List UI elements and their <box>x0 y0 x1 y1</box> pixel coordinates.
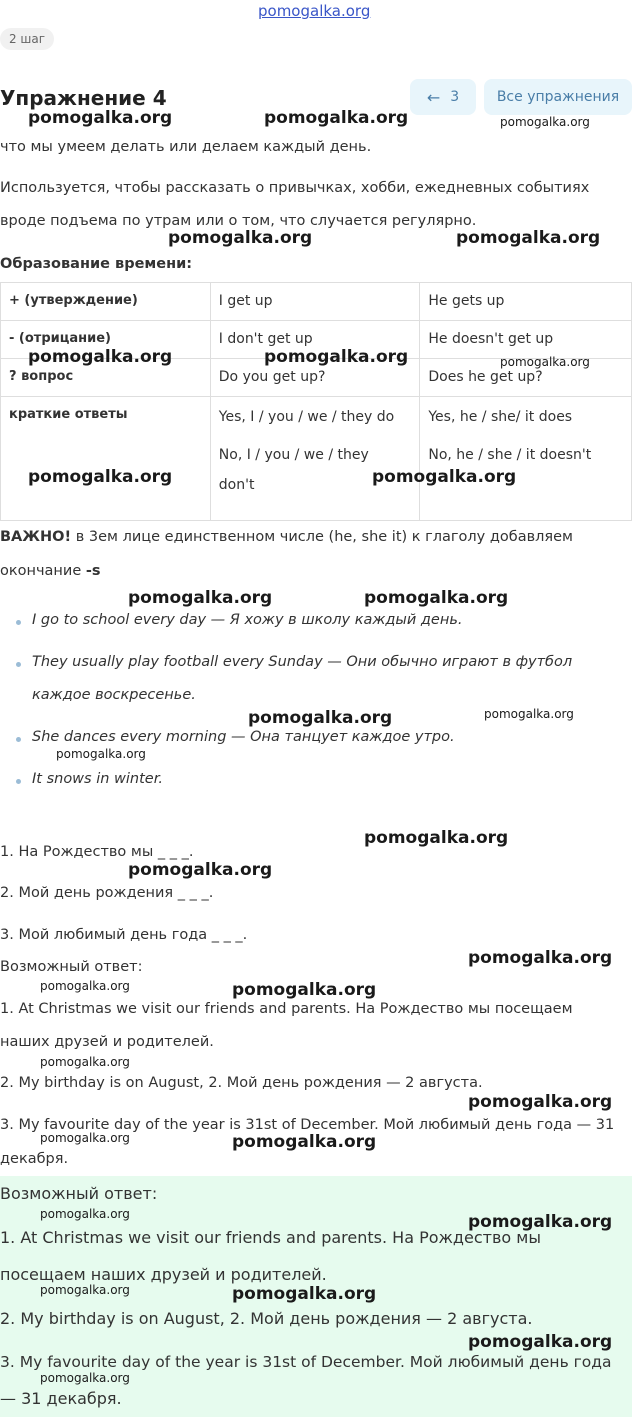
page-title: Упражнение 4 <box>0 86 167 110</box>
watermark: pomogalka.org <box>232 980 377 1000</box>
bullet-icon <box>16 779 21 784</box>
watermark: pomogalka.org <box>40 979 130 993</box>
watermark: pomogalka.org <box>28 467 173 487</box>
arrow-left-icon: ← <box>426 87 441 107</box>
watermark: pomogalka.org <box>40 1055 130 1069</box>
watermark: pomogalka.org <box>364 588 509 608</box>
table-cell: - (отрицание) <box>1 321 211 359</box>
table-cell: Do you get up? <box>210 359 420 397</box>
watermark: pomogalka.org <box>232 1132 377 1152</box>
watermark: pomogalka.org <box>468 948 613 968</box>
table-cell: Does he get up? <box>420 359 632 397</box>
list-item: It snows in winter. <box>32 771 163 787</box>
table-cell: краткие ответы <box>1 397 211 521</box>
table-cell <box>420 397 632 521</box>
list-item: каждое воскресенье. <box>32 687 196 703</box>
important-label: ВАЖНО! <box>0 529 72 545</box>
watermark: pomogalka.org <box>56 747 146 761</box>
watermark: pomogalka.org <box>28 347 173 367</box>
watermark: pomogalka.org <box>468 1092 613 1112</box>
site-link[interactable]: pomogalka.org <box>258 2 371 20</box>
task-1: 1. На Рождество мы _ _ _. <box>0 844 194 860</box>
short-no-he: No, he / she / it doesn't <box>428 447 592 463</box>
answer-box-1-line-2: посещаем наших друзей и родителей. <box>0 1265 327 1284</box>
watermark: pomogalka.org <box>128 860 273 880</box>
short-yes-he: Yes, he / she/ it does <box>428 409 573 425</box>
watermark: pomogalka.org <box>28 108 173 128</box>
bullet-icon <box>16 737 21 742</box>
watermark: pomogalka.org <box>40 1131 130 1145</box>
watermark: pomogalka.org <box>468 1332 613 1352</box>
formation-heading: Образование времени: <box>0 256 193 272</box>
table-cell: He gets up <box>420 283 632 321</box>
table-row <box>1 397 632 521</box>
answer-box-1-line-1: 1. At Christmas we visit our friends and parents. На Рождество мы <box>0 1228 541 1247</box>
important-note <box>0 529 573 545</box>
short-no-1: No, I / you / we / they <box>218 447 369 463</box>
watermark: pomogalka.org <box>500 115 590 129</box>
important-text-1: в 3ем лице единственном числе (he, she it) к глаголу добавляем <box>71 529 573 545</box>
answer-3-line-2: декабря. <box>0 1151 69 1167</box>
important-text-2: окончание <box>0 563 86 579</box>
all-exercises-label: Все упражнения <box>496 89 620 105</box>
watermark: pomogalka.org <box>264 108 409 128</box>
list-item: I go to school every day — Я хожу в школу каждый день. <box>32 612 463 628</box>
answer-heading: Возможный ответ: <box>0 959 143 975</box>
intro-line-1: что мы умеем делать или делаем каждый день. <box>0 139 372 155</box>
step-badge <box>0 28 54 50</box>
watermark: pomogalka.org <box>372 467 517 487</box>
short-yes: Yes, I / you / we / they do <box>218 409 395 425</box>
table-cell: ? вопрос <box>1 359 211 397</box>
watermark: pomogalka.org <box>128 588 273 608</box>
important-suffix: -s <box>85 563 101 579</box>
prev-exercise-button[interactable] <box>410 79 476 115</box>
intro-line-3: вроде подъема по утрам или о том, что случается регулярно. <box>0 213 477 229</box>
answer-box-heading: Возможный ответ: <box>0 1184 158 1203</box>
watermark: pomogalka.org <box>168 228 313 248</box>
watermark: pomogalka.org <box>468 1212 613 1232</box>
answer-box-3-line-2: — 31 декабря. <box>0 1389 122 1408</box>
watermark: pomogalka.org <box>232 1284 377 1304</box>
prev-exercise-label: 3 <box>450 89 460 105</box>
table-row <box>1 283 632 321</box>
answer-box-3-line-1: 3. My favourite day of the year is 31st of December. Мой любимый день года <box>0 1353 612 1371</box>
answer-2: 2. My birthday is on August, 2. Мой день рождения — 2 августа. <box>0 1075 483 1091</box>
watermark: pomogalka.org <box>456 228 601 248</box>
watermark: pomogalka.org <box>40 1371 130 1385</box>
task-2: 2. Мой день рождения _ _ _. <box>0 885 214 901</box>
answer-1-line-2: наших друзей и родителей. <box>0 1034 214 1050</box>
watermark: pomogalka.org <box>248 708 393 728</box>
important-note-2 <box>0 563 101 579</box>
list-item: She dances every morning — Она танцует каждое утро. <box>32 729 455 745</box>
task-3: 3. Мой любимый день года _ _ _. <box>0 927 248 943</box>
watermark: pomogalka.org <box>40 1207 130 1221</box>
intro-line-2: Используется, чтобы рассказать о привычках, хобби, ежедневных событиях <box>0 180 590 196</box>
short-no-2: don't <box>218 477 255 493</box>
list-item: They usually play football every Sunday — Они обычно играют в футбол <box>32 654 573 670</box>
answer-1-line-1: 1. At Christmas we visit our friends and parents. На Рождество мы посещаем <box>0 1001 573 1017</box>
table-cell: He doesn't get up <box>420 321 632 359</box>
all-exercises-button[interactable] <box>484 79 632 115</box>
watermark: pomogalka.org <box>40 1283 130 1297</box>
step-label: 2 шаг <box>8 32 46 46</box>
watermark: pomogalka.org <box>364 828 509 848</box>
watermark: pomogalka.org <box>500 355 590 369</box>
watermark: pomogalka.org <box>264 347 409 367</box>
answer-box-2: 2. My birthday is on August, 2. Мой день рождения — 2 августа. <box>0 1309 533 1328</box>
answer-3-line-1: 3. My favourite day of the year is 31st of December. Мой любимый день года — 31 <box>0 1117 615 1133</box>
table-cell <box>210 397 420 521</box>
table-cell: I don't get up <box>210 321 420 359</box>
bullet-icon <box>16 620 21 625</box>
table-cell: + (утверждение) <box>1 283 211 321</box>
table-cell: I get up <box>210 283 420 321</box>
bullet-icon <box>16 662 21 667</box>
watermark: pomogalka.org <box>484 707 574 721</box>
